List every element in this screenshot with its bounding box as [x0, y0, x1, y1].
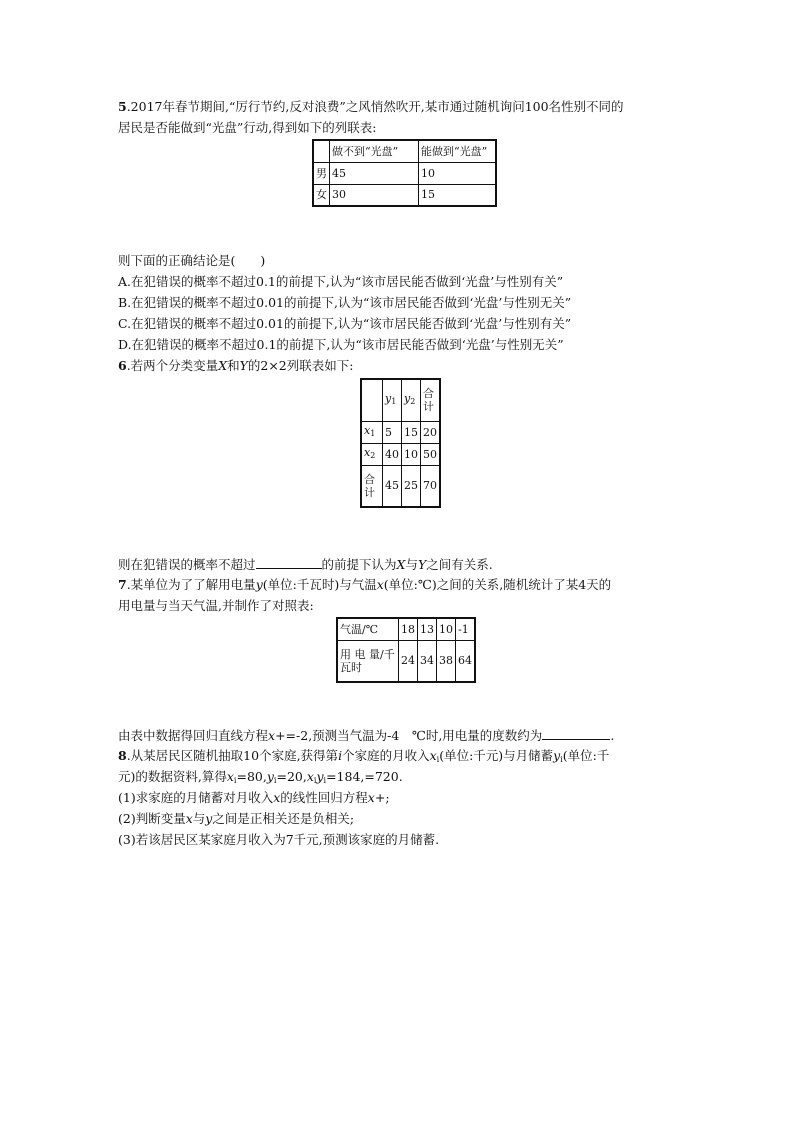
q6-text: 之间有关系.: [426, 557, 493, 572]
q6-text: 的2×2列联表如下:: [247, 358, 354, 373]
q5-table-cell: 15: [419, 184, 497, 206]
answer-blank[interactable]: [256, 556, 322, 569]
q6-text: 和: [227, 358, 240, 373]
q6-table: [360, 378, 441, 508]
q8-line-1: [118, 748, 609, 768]
q8-line-2: [118, 769, 403, 789]
subscript: 1: [391, 397, 397, 407]
q8-text: (1)求家庭的月储蓄对月收入: [118, 790, 274, 805]
q5-table-header: 做不到“光盘”: [330, 140, 419, 162]
var-y: y: [316, 769, 324, 784]
q5-table-row-label: 男: [313, 162, 330, 184]
q7-number: 7: [118, 577, 127, 592]
q8-text: .从某居民区随机抽取10个家庭,获得第: [126, 748, 339, 763]
q5-option-c: C.在犯错误的概率不超过0.01的前提下,认为“该市居民能否做到‘光盘’与性别有关”: [118, 316, 572, 331]
var-x: x: [268, 728, 276, 743]
q8-text: 元)的数据资料,算得: [118, 769, 227, 784]
q7-table-cell: 24: [399, 640, 418, 682]
q8-text: =184,=720.: [326, 769, 403, 784]
var-x: X: [218, 358, 228, 373]
subscript: 2: [370, 451, 376, 460]
q6-table-cell: 40: [383, 443, 402, 465]
var-y: y: [553, 748, 561, 763]
row-label-text: 瓦时: [340, 660, 362, 674]
q5-table-cell: 30: [330, 184, 419, 206]
q7-table-cell: -1: [456, 618, 476, 640]
q6-text: 与: [405, 557, 418, 572]
q5-number: 5: [118, 99, 127, 114]
q8-text: 的线性回归方程: [280, 790, 368, 805]
var-y: Y: [417, 557, 427, 572]
q6-number: 6: [118, 358, 127, 373]
var-x: X: [396, 557, 406, 572]
q6-table-cell: 10: [402, 443, 421, 465]
subscript: 1: [370, 429, 376, 438]
var-y: y: [255, 577, 263, 592]
q6-table-cell: 25: [402, 465, 421, 507]
var-y: y: [266, 769, 274, 784]
q6-table-header: [421, 379, 441, 421]
q8-sub-3: (3)若该居民区某家庭月收入为7千元,预测该家庭的月储蓄.: [118, 832, 440, 847]
q6-table-cell: 45: [383, 465, 402, 507]
q6-table-row-label: [361, 465, 383, 507]
var-i: i: [338, 748, 343, 763]
q7-text: (单位:千瓦时)与气温: [262, 577, 377, 592]
q6-table-cell: 70: [421, 465, 441, 507]
subscript: i: [560, 755, 563, 764]
q7-table-cell: 13: [418, 618, 437, 640]
q7-text: .某单位为了了解用电量: [126, 577, 256, 592]
var-y: Y: [239, 358, 248, 373]
q7-text: 由表中数据得回归直线方程: [118, 728, 269, 743]
q5-text-1: .2017年春节期间,“厉行节约,反对浪费”之风悄然吹开,某市通过随机询问100名性别不同的: [126, 99, 624, 114]
q7-table: [336, 617, 476, 683]
var-x: x: [226, 769, 234, 784]
total-label: 计: [364, 485, 375, 499]
q6-table-cell: 5: [383, 421, 402, 443]
q6-table-row-label: [361, 421, 383, 443]
row-label-text: 用 电 量/千: [340, 647, 395, 661]
var-x: x: [306, 769, 314, 784]
q8-sub-1: [118, 790, 390, 806]
q6-line-1: [118, 358, 353, 374]
q8-number: 8: [118, 748, 127, 763]
q5-table-cell: 10: [419, 162, 497, 184]
q8-text: (2)判断变量: [118, 811, 186, 826]
var-x: x: [364, 446, 371, 459]
q5-option-a: A.在犯错误的概率不超过0.1的前提下,认为“该市居民能否做到‘光盘’与性别有关”: [118, 274, 564, 289]
subscript: i: [436, 755, 440, 764]
subscript: i: [273, 776, 277, 785]
var-y: y: [385, 392, 392, 406]
q7-text: (单位:℃)之间的关系,随机统计了某4天的: [383, 577, 612, 592]
q8-text: (单位:千: [562, 748, 610, 763]
total-label: 合: [364, 472, 375, 486]
var-y: y: [404, 392, 411, 406]
q6-answer-line: [118, 556, 493, 573]
q5-question: 则下面的正确结论是( ): [118, 253, 266, 268]
q7-table-cell: 38: [437, 640, 456, 682]
q5-table-cell: 45: [330, 162, 419, 184]
subscript: i: [323, 776, 327, 785]
q8-text: =20,: [276, 769, 307, 784]
q6-table-header: [383, 379, 402, 421]
q8-text: =80,: [236, 769, 267, 784]
answer-blank[interactable]: [542, 727, 610, 740]
q8-text: (单位:千元)与月储蓄: [439, 748, 554, 763]
q5-option-d: D.在犯错误的概率不超过0.1的前提下,认为“该市居民能否做到‘光盘’与性别无关”: [118, 337, 564, 352]
q6-table-row-label: [361, 443, 383, 465]
q8-text: 之间是正相关还是负相关;: [212, 811, 355, 826]
var-x: x: [364, 424, 371, 437]
q7-table-cell: 64: [456, 640, 476, 682]
q8-text: +;: [374, 790, 390, 805]
var-x: x: [367, 790, 375, 805]
total-label: 合: [423, 387, 434, 401]
q7-table-row-label: [337, 640, 399, 682]
q5-table-header: 能做到“光盘”: [419, 140, 497, 162]
q6-text: .若两个分类变量: [126, 358, 219, 373]
q6-table-header: [402, 379, 421, 421]
q6-table-cell: 50: [421, 443, 441, 465]
q6-table-cell: 15: [402, 421, 421, 443]
q7-line-2: 用电量与当天气温,并制作了对照表:: [118, 598, 314, 613]
q7-table-row-label: 气温/℃: [337, 618, 399, 640]
var-x: x: [273, 790, 281, 805]
subscript: i: [313, 776, 317, 785]
q8-text: 与: [192, 811, 206, 826]
q6-text: 的前提下认为: [321, 557, 397, 572]
q6-text: 则在犯错误的概率不超过: [118, 557, 256, 572]
q5-option-b: B.在犯错误的概率不超过0.01的前提下,认为“该市居民能否做到‘光盘’与性别无关”: [118, 295, 572, 310]
subscript: 2: [410, 397, 416, 407]
q7-table-cell: 34: [418, 640, 437, 682]
var-y: y: [205, 811, 213, 826]
var-x: x: [376, 577, 384, 592]
q7-text: +=-2,预测当气温为-4 ℃时,用电量的度数约为: [275, 728, 543, 743]
q6-table-corner: [361, 379, 383, 421]
var-x: x: [185, 811, 193, 826]
subscript: i: [233, 776, 237, 785]
q7-line-1: [118, 577, 611, 593]
q7-answer-line: [118, 727, 614, 744]
q7-text: .: [610, 728, 615, 743]
var-x: x: [429, 748, 437, 763]
q5-line-1: [118, 99, 624, 115]
q8-text: 个家庭的月收入: [342, 748, 430, 763]
q7-table-cell: 18: [399, 618, 418, 640]
q5-table-corner: [313, 140, 330, 162]
q6-table-cell: 20: [421, 421, 441, 443]
q7-table-cell: 10: [437, 618, 456, 640]
q8-sub-2: [118, 811, 354, 827]
total-label: 计: [423, 400, 434, 414]
q5-line-2: 居民是否能做到“光盘”行动,得到如下的列联表:: [118, 120, 377, 135]
q5-table: [312, 139, 497, 207]
q5-table-row-label: 女: [313, 184, 330, 206]
